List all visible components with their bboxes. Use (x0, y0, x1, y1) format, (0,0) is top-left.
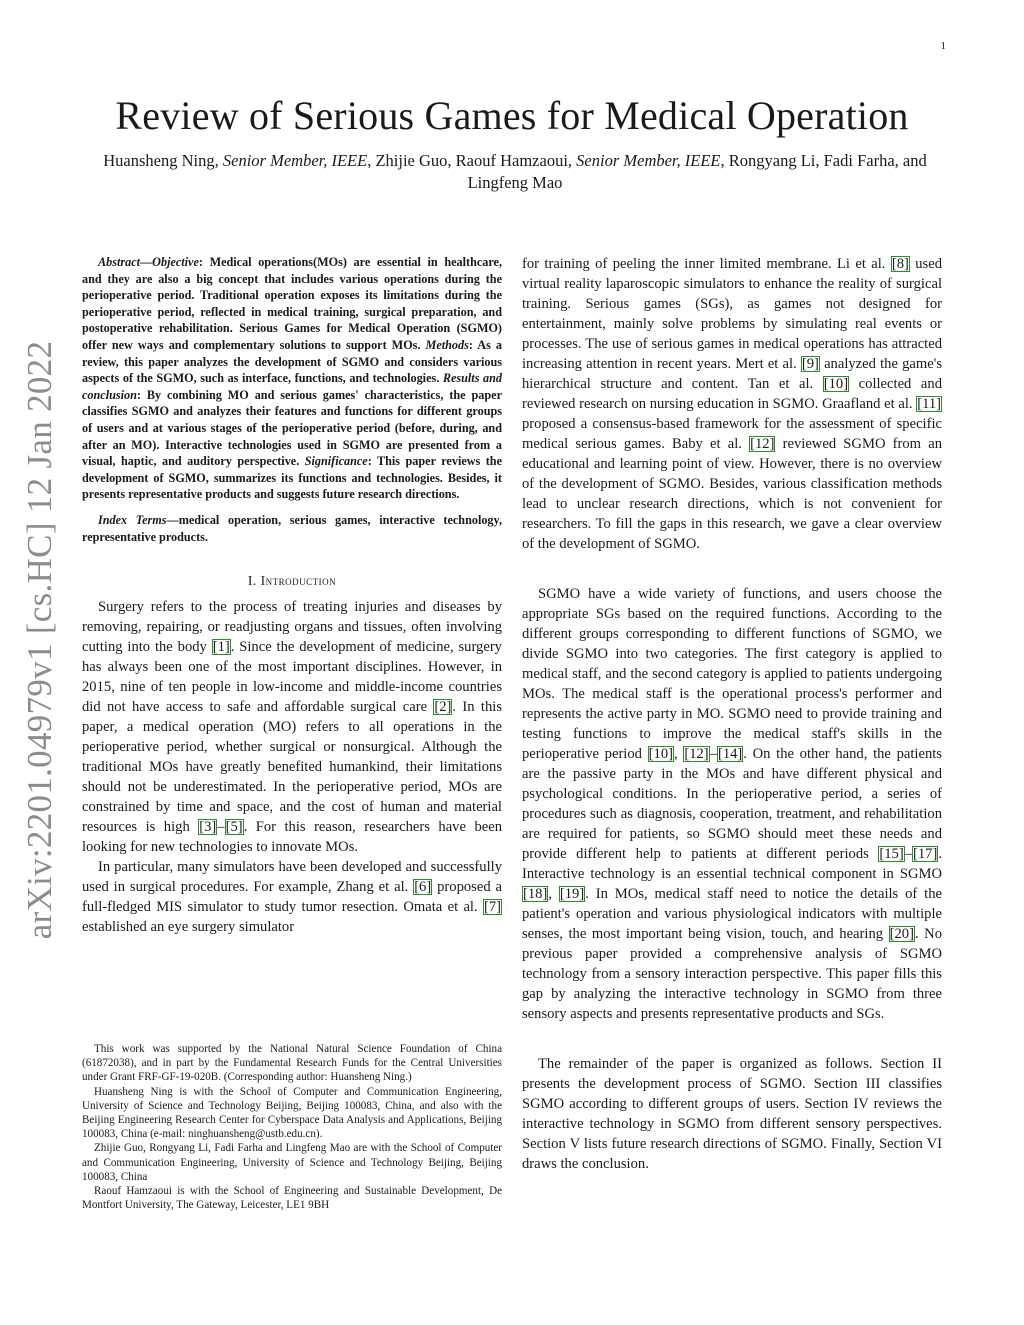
index-terms (82, 512, 502, 545)
citation-link[interactable]: [7] (483, 899, 501, 916)
author-names: Huansheng Ning, (103, 151, 223, 170)
paragraph-text: . No previous paper provided a comprehensive analysis of SGMO technology from a sensory interaction perspective. This paper fills this gap by analyzing the interactive technology in SGMO from three sensory aspects and presents representative products and SGs. (522, 926, 942, 1022)
objective-label: —Objective (139, 255, 199, 269)
citation-link[interactable]: [1] (212, 639, 230, 656)
footnotes (82, 1042, 502, 1212)
arxiv-identifier[interactable]: arXiv:2201.04979v1 [cs.HC] 12 Jan 2022 (20, 340, 59, 940)
paragraph-text: Surgery refers to the process of treating injuries and diseases by removing, repairing, or readjusting organs and tissues, often involving cutting into the body (82, 599, 502, 656)
citation-link[interactable]: [9] (801, 356, 819, 372)
results-text: : By combining MO and serious games' characteristics, the paper classifies SGMO and analyzes their features and functions for different groups of users and at various stages of the perioperative period (before, during, and after an MO). Interactive technologies used in SGMO are presented from a visual, haptic, and auditory perspective. (82, 387, 502, 469)
paragraph-text: . For this reason, researchers have been looking for new technologies to innovate MOs. (82, 819, 502, 856)
objective-text: : Medical operations(MOs) are essential in healthcare, and they are also a big concept that includes various operations during the perioperative period. Traditional operation exposes its limitations during the perioperative period, reflected in medical training, surgical preparation, and postoperative rehabilitation. Serious Games for Medical Operation (SGMO) offer new ways and complementary solutions to support MOs. (82, 255, 502, 352)
citation-link[interactable]: [19] (559, 886, 585, 902)
paragraph-text: used virtual reality laparoscopic simulators to enhance the reality of surgical training. Serious games (SGs), as games not designed for entertainment, mainly solve problems by simulating real events or processes. The use of serious games in medical operations has attracted increasing attention in recent years. Mert et al. (522, 256, 942, 372)
paragraph-text: reviewed SGMO from an educational and learning point of view. However, there is no overview of the development of SGMO. Besides, various classification methods lead to unclear research directions, which is not convenient for researchers. To fill the gaps in this research, we gave a clear overview of the development of SGMO. (522, 436, 943, 552)
page-number: 1 (940, 40, 946, 52)
abstract-label: Abstract (98, 255, 140, 269)
section-numeral: I. (247, 573, 261, 589)
paragraph-text: . In this paper, a medical operation (MO) refers to all operations in the perioperative period, whether surgical or nonsurgical. Although the traditional MOs have greatly benefited humankind, their limitations should not be underestimated. In the perioperative period, MOs are constrained by time and space, and the cost of human and material resources is high (82, 699, 502, 836)
right-paragraph-3: The remainder of the paper is organized as follows. Section II presents the development process of SGMO. Section III classifies SGMO according to different groups of users. Section IV reviews the interactive technology in SGMO from different sensory perspectives. Section V lists future research directions of SGMO. Finally, Section VI draws the conclusion. (522, 1056, 942, 1172)
significance-text: : This paper reviews the development of SGMO, summarizes its functions and technologies. Besides, it presents representative products and suggests future research directions. (82, 454, 502, 502)
paragraph-text: . In MOs, medical staff need to notice the details of the patient's operation and various physiological indicators with multiple senses, the most important being vision, touch, and hearing (522, 886, 943, 942)
citation-link[interactable]: [20] (889, 926, 914, 942)
paragraph-text: for training of peeling the inner limited membrane. Li et al. (522, 256, 891, 272)
methods-text: : As a review, this paper analyzes the development of SGMO and considers various aspects of the SGMO, such as interface, functions, and technologies. (82, 337, 502, 386)
index-terms-text: —medical operation, serious games, interactive technology, representative products. (82, 512, 502, 544)
paragraph-text: proposed a full-fledged MIS simulator to study tumor resection. Omata et al. (82, 879, 503, 916)
separator: , (548, 886, 559, 902)
citation-link[interactable]: [6] (414, 879, 432, 896)
citation-link[interactable]: [17] (913, 846, 938, 862)
citation-link[interactable]: [3] (199, 819, 217, 836)
paragraph-text: proposed a consensus-based framework for the assessment of specific medical serious games. Baby et al. (522, 416, 942, 452)
section-title: Introduction (260, 573, 337, 589)
paper-title: Review of Serious Games for Medical Operation (115, 93, 909, 138)
author-names: , Zhijie Guo, Raouf Hamzaoui, (367, 151, 577, 170)
paragraph-text: collected and reviewed research on nursing education in SGMO. Graafland et al. (522, 376, 942, 412)
paragraph-text: SGMO have a wide variety of functions, and users choose the appropriate SGs based on the required functions. According to the different groups corresponding to different functions of SGMO, we divide SGMO into two categories. The first category is applied to medical staff, and the second category is applied to patients undergoing MOs. The medical staff is the operational process's performer and represents the active party in MO. SGMO need to provide training and testing functions to improve the medical staff's skills in the perioperative period (522, 586, 942, 762)
paragraph-text: . Since the development of medicine, surgery has always been one of the most important disciplines. However, in 2015, nine of ten people in low-income and middle-income countries did not have access to safe and affordable surgical care (82, 639, 502, 716)
paragraph-text: In particular, many simulators have been developed and successfully used in surgical procedures. For example, Zhang et al. (82, 859, 502, 896)
footnote-affiliation-hamzaoui: Raouf Hamzaoui is with the School of Engineering and Sustainable Development, De Montfort University, The Gateway, Leicester, LE1 9BH (82, 1185, 502, 1212)
range-dash: – (709, 746, 717, 762)
range-dash: – (217, 819, 225, 836)
author-role: Senior Member, IEEE (576, 151, 721, 170)
footnote-affiliation-coauthors: Zhijie Guo, Rongyang Li, Fadi Farha and Lingfeng Mao are with the School of Computer and Communication Engineering, University of Science and Technology Beijing, Beijing 100083, China (82, 1142, 502, 1183)
right-paragraph-2 (522, 584, 942, 1024)
results-label: Results and conclusion (82, 371, 502, 402)
citation-link[interactable]: [8] (891, 256, 909, 272)
citation-link[interactable]: [12] (750, 436, 775, 452)
separator: , (673, 746, 684, 762)
intro-paragraph-2 (82, 857, 502, 937)
methods-label: Methods (425, 337, 469, 352)
citation-link[interactable]: [12] (684, 746, 709, 762)
author-role: Senior Member, IEEE (222, 151, 368, 170)
footnote-funding: This work was supported by the National Natural Science Foundation of China (61872038), and in part by the Fundamental Research Funds for the Central Universities under Grant FRF-GF-19-020B. (Corresponding author: Huansheng Ning.) (82, 1043, 502, 1084)
paragraph-text: analyzed the game's hierarchical structure and content. Tan et al. (522, 356, 942, 392)
range-dash: – (904, 846, 913, 862)
left-column (82, 254, 502, 937)
paragraph-text: established an eye surgery simulator (82, 919, 295, 936)
intro-paragraph-1 (82, 597, 502, 857)
right-column (522, 254, 942, 1174)
paragraph-text: . Interactive technology is an essential technical component in SGMO (522, 846, 942, 882)
author-list (85, 150, 945, 194)
citation-link[interactable]: [5] (225, 819, 243, 836)
citation-link[interactable]: [10] (823, 376, 849, 392)
citation-link[interactable]: [15] (879, 846, 904, 862)
citation-link[interactable]: [18] (523, 886, 548, 902)
citation-link[interactable]: [11] (917, 396, 941, 412)
footnote-affiliation-ning: Huansheng Ning is with the School of Computer and Communication Engineering, University of Science and Technology Beijing, Beijing 100083, China, and also with the Beijing Engineering Research Center for Cyberspace Data Analysis and Applications, Beijing 100083, China (e-mail: ninghuansheng@ustb.edu.cn). (82, 1085, 502, 1141)
abstract (82, 254, 502, 545)
index-terms-label: Index Terms (98, 512, 167, 527)
right-paragraph-1 (522, 254, 942, 554)
significance-label: Significance (304, 454, 368, 469)
section-heading-introduction (82, 571, 502, 591)
author-names: , Rongyang Li, Fadi Farha, and Lingfeng Mao (467, 151, 927, 192)
citation-link[interactable]: [10] (648, 746, 673, 762)
paragraph-text: . On the other hand, the patients are the passive party in the MOs and have different physical and psychological conditions. In the perioperative period, a series of procedures such as diagnosis, cooperation, treatment, and rehabilitation are required for patients, so SGMO should meet these needs and provide different help to patients at different periods (522, 746, 942, 862)
citation-link[interactable]: [14] (717, 746, 743, 762)
citation-link[interactable]: [2] (434, 699, 452, 716)
